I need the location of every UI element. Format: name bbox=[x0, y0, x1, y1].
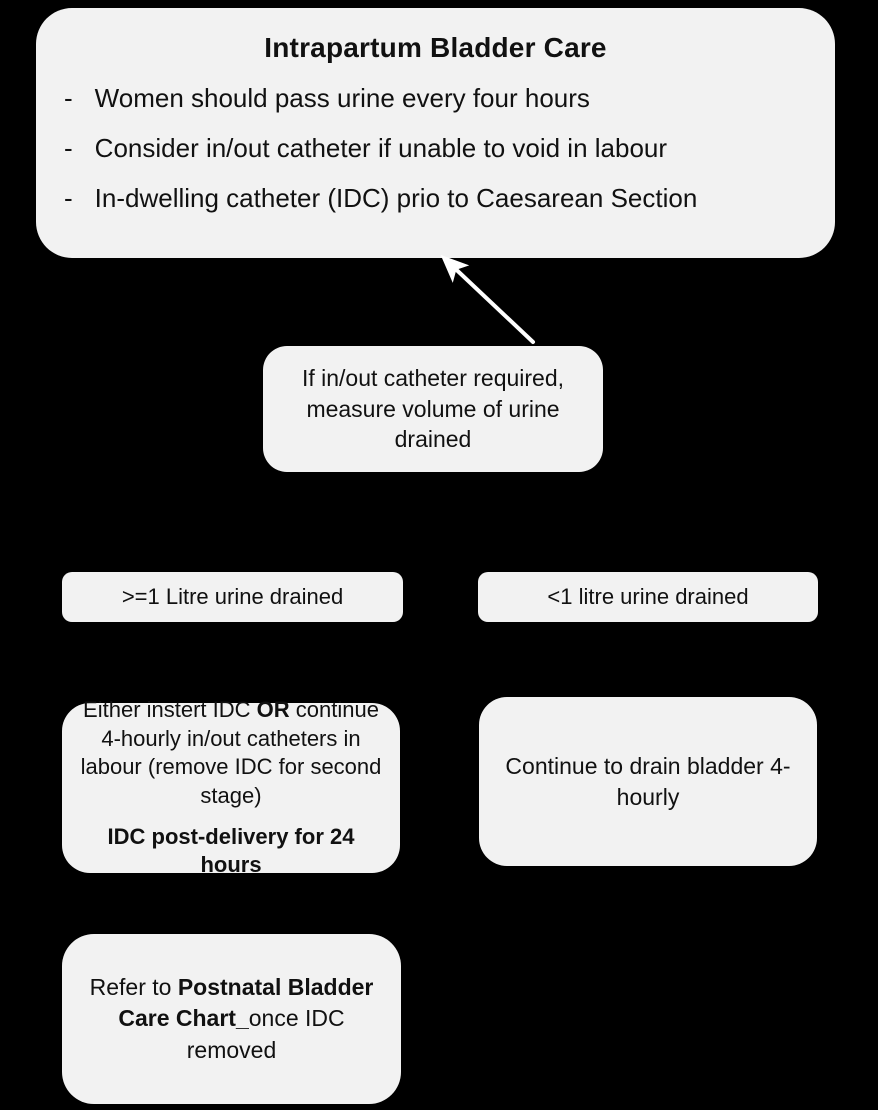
bullet-text: Consider in/out catheter if unable to void in labour bbox=[94, 132, 668, 163]
decision-text: If in/out catheter required, measure volume of urine drained bbox=[301, 365, 565, 453]
left-action-text-or: OR bbox=[256, 697, 290, 723]
referral-text bbox=[78, 972, 385, 1065]
right-action-box bbox=[479, 697, 817, 866]
referral-text-bold: Postnatal Bladder Care Chart bbox=[118, 974, 374, 1032]
intro-box bbox=[36, 8, 835, 258]
connector-arrow bbox=[425, 246, 550, 351]
bullet-text: In-dwelling catheter (IDC) prio to Caesarean Section bbox=[94, 182, 698, 213]
bullet-dash: - bbox=[64, 182, 73, 213]
branch-label-text: <1 litre urine drained bbox=[547, 584, 749, 609]
referral-text-post: once IDC removed bbox=[186, 1005, 345, 1063]
right-action-text: Continue to drain bladder 4-hourly bbox=[505, 753, 791, 810]
branch-label-lt-1-litre bbox=[478, 572, 818, 622]
referral-box bbox=[62, 934, 401, 1104]
referral-text-pre: Refer to bbox=[89, 974, 178, 1001]
bullet-dash: - bbox=[64, 132, 73, 163]
bullet-item bbox=[64, 84, 807, 114]
bullet-dash: - bbox=[64, 83, 73, 113]
referral-underscore: _ bbox=[235, 1005, 249, 1032]
branch-label-text: >=1 Litre urine drained bbox=[121, 584, 344, 609]
left-action-paragraph bbox=[76, 696, 386, 810]
flowchart-title: Intrapartum Bladder Care bbox=[264, 32, 607, 63]
bullet-item bbox=[64, 134, 807, 164]
bullet-item bbox=[64, 184, 807, 214]
left-action-box bbox=[62, 697, 400, 878]
left-action-postdelivery-note: IDC post-delivery for 24 hours bbox=[107, 823, 355, 878]
branch-label-ge-1-litre bbox=[62, 572, 403, 622]
left-action-text-pre: Either instert IDC bbox=[83, 697, 257, 723]
intro-bullet-list bbox=[64, 84, 807, 214]
bullet-text: Women should pass urine every four hours bbox=[94, 83, 590, 113]
decision-box bbox=[263, 346, 603, 472]
left-action-text-post: continue 4-hourly in/out catheters in labour (remove IDC for second stage) bbox=[80, 697, 382, 808]
